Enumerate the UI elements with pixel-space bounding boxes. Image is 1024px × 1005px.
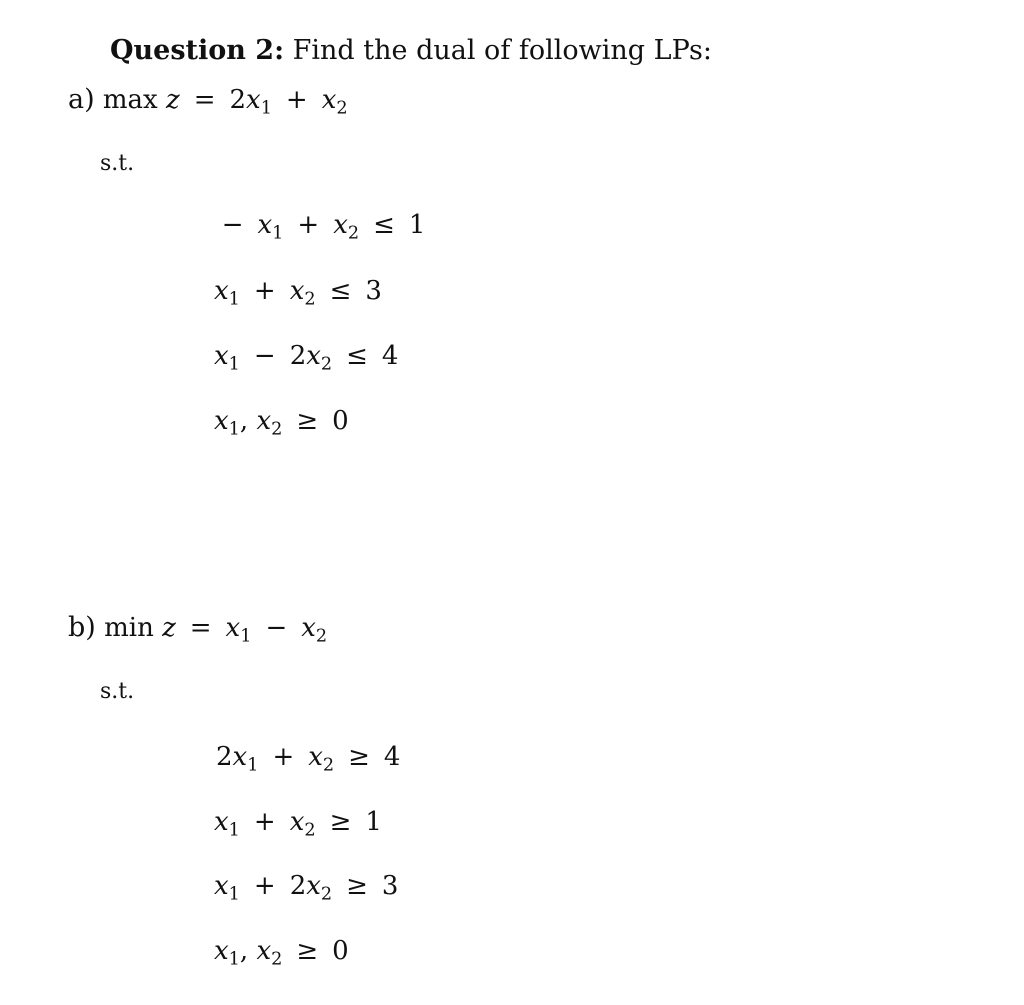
question-label: Question 2: xyxy=(110,35,285,66)
part-b-objective: $\min z = x_1 - x_2$ xyxy=(104,613,328,647)
part-a-objective: $\max z = 2x_1 + x_2$ xyxy=(102,85,348,119)
part-a-label: a) xyxy=(68,84,95,115)
part-b-label: b) xyxy=(68,612,96,643)
part-b-constraint-3: $x_1 + 2x_2 \ge 3$ xyxy=(214,871,399,905)
part-a-constraint-3: $x_1 - 2x_2 \le 4$ xyxy=(214,341,399,375)
part-b-constraint-4: $x_1$, $x_2 \ge 0$ xyxy=(214,936,349,970)
question-title xyxy=(110,37,712,64)
part-b-constraint-1: $2x_1 + x_2 \ge 4$ xyxy=(216,742,401,776)
part-a-constraint-4: $x_1$, $x_2 \ge 0$ xyxy=(214,406,349,440)
part-a-constraint-2: $x_1 + x_2 \le 3$ xyxy=(214,276,382,310)
part-a-constraint-1: − $x_1 + x_2 \le 1$ xyxy=(221,210,426,244)
question-text: Find the dual of following LPs: xyxy=(284,35,712,66)
part-a-st: s.t. xyxy=(100,151,135,176)
part-b-st: s.t. xyxy=(100,679,135,704)
part-b-objective-line xyxy=(68,612,328,647)
part-b-constraint-2: $x_1 + x_2 \ge 1$ xyxy=(214,807,382,841)
part-a-objective-line xyxy=(68,84,348,119)
